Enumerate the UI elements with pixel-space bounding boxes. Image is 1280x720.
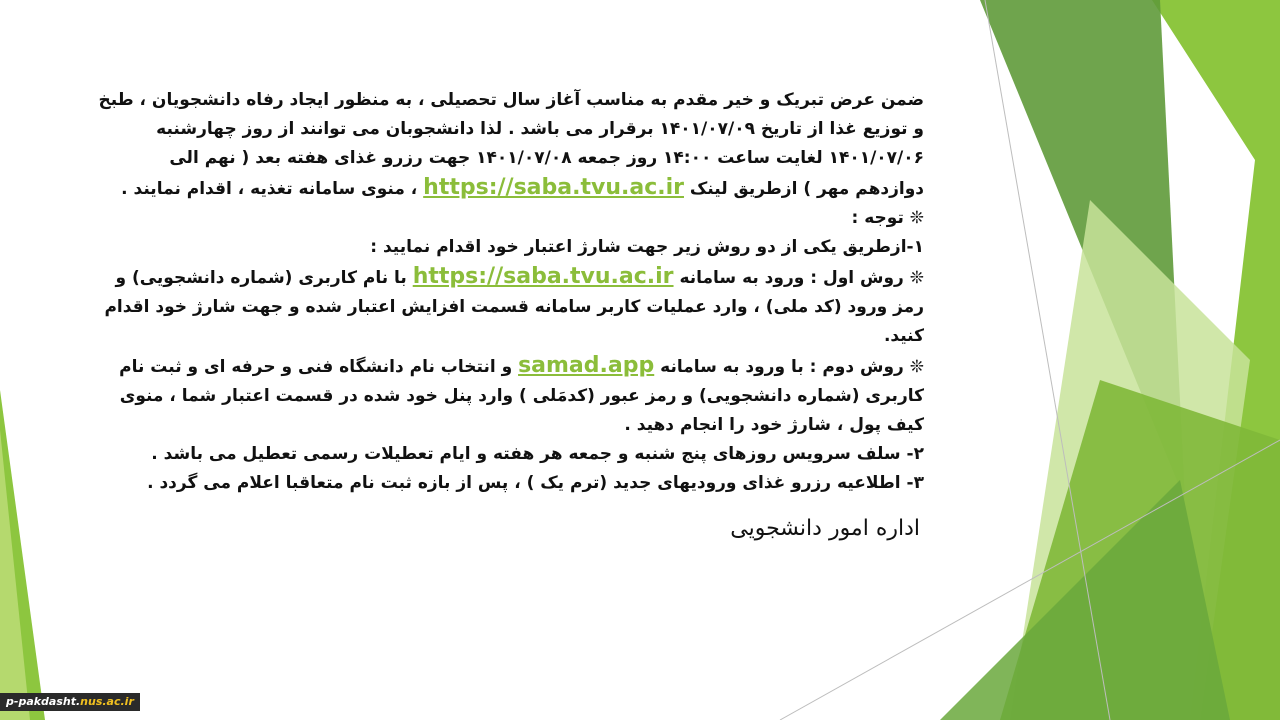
saba-link[interactable]: https://saba.tvu.ac.ir	[423, 175, 684, 200]
paragraph-item-2: ۲- سلف سرویس روزهای پنج شنبه و جمعه هر هفته و ایام تعطیلات رسمی تعطیل می باشد .	[151, 444, 924, 464]
samad-link[interactable]: samad.app	[518, 353, 655, 378]
deco-left-sliver-light	[0, 430, 30, 720]
paragraph-item-3: ۳- اطلاعیه رزرو غذای ورودیهای جدید (ترم یک ) ، پس از بازه ثبت نام متعاقبا اعلام می گردد .	[147, 473, 924, 493]
intro-text-1: ضمن عرض تبریک و خیر مقدم به مناسب آغاز سال تحصیلی ، به منظور ایجاد رفاه دانشجویان ، طبخ و توزیع غذا از تاریخ ۱۴۰۱/۰۷/۰۹ برقرار می باشد . لذا دانشجوبان می توانند از روز چهارشنبه ۱۴۰۱/۰۷/۰۶ لغایت ساعت ۱۴:۰۰ روز جمعه ۱۴۰۱/۰۷/۰۸ جهت رزرو غذای هفته بعد ( نهم الی دوازدهم مهر ) ازطریق لینک	[98, 90, 924, 199]
method-1-text-1: ❊ روش اول : ورود به سامانه	[673, 268, 924, 288]
paragraph-method-1	[96, 262, 924, 351]
method-2-text-1: ❊ روش دوم : با ورود به سامانه	[654, 357, 924, 377]
paragraph-method-2	[96, 351, 924, 440]
watermark-prefix: p-pakdasht.	[6, 695, 81, 708]
paragraph-item-1: ۱-ازطریق یکی از دو روش زیر جهت شارژ اعتبار خود اقدام نمایید :	[370, 237, 924, 257]
intro-text-2: ، منوی سامانه تغذیه ، اقدام نمایند .	[121, 179, 424, 199]
site-watermark[interactable]	[0, 693, 140, 711]
paragraph-intro	[96, 86, 924, 204]
method-1-text-2: با نام کاربری (شماره دانشجویی) و رمز ورود (کد ملی) ، وارد عملیات کاربر سامانه قسمت افزایش اعتبار شده و جهت شارژ خود اقدام کنید.	[104, 268, 924, 346]
announcement-body	[96, 86, 924, 498]
signature: اداره امور دانشجویی	[730, 516, 920, 541]
method-2-text-2: و انتخاب نام دانشگاه فنی و حرفه ای و ثبت نام کاربری (شماره دانشجویی) و رمز عبور (کدمَلی ) وارد پنل خود شده در قسمت اعتبار شما ، منوی کیف پول ، شارژ خود را انجام دهید .	[119, 357, 924, 435]
saba-link-method-1[interactable]: https://saba.tvu.ac.ir	[412, 264, 674, 289]
paragraph-note-heading: ❊ توجه :	[851, 208, 924, 228]
watermark-tld: nus.ac.ir	[80, 695, 134, 708]
